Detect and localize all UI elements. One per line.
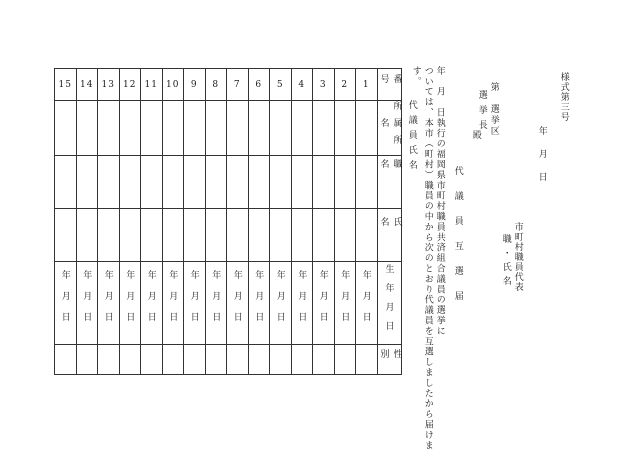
affiliation-cell: [205, 101, 227, 156]
name-cell: [313, 209, 335, 262]
birth-date-placeholder: 年月日: [231, 270, 242, 333]
job-cell: [119, 156, 141, 209]
job-cell: [98, 156, 120, 209]
sex-cell: [76, 345, 98, 375]
birth-date-cell: [184, 262, 206, 345]
record-number: 14: [76, 69, 98, 101]
job-cell: [270, 156, 292, 209]
birth-date-placeholder: 年月日: [124, 270, 135, 333]
birth-date-cell: [162, 262, 184, 345]
record-number: 4: [291, 69, 313, 101]
header-name-label: 氏名: [378, 217, 402, 250]
record-number: 7: [227, 69, 249, 101]
job-cell: [313, 156, 335, 209]
birth-date-cell: [334, 262, 356, 345]
representatives-table: [54, 68, 402, 375]
honorific: 殿: [470, 130, 481, 141]
header-job: [377, 156, 401, 209]
header-birth: [377, 262, 401, 345]
birth-date-cell: [119, 262, 141, 345]
header-birth-label: 生年月日: [383, 263, 394, 340]
birth-date-cell: [98, 262, 120, 345]
job-cell: [141, 156, 163, 209]
birth-date-cell: [227, 262, 249, 345]
header-sex: [377, 345, 401, 375]
field-row-number: [55, 69, 402, 101]
sex-cell: [270, 345, 292, 375]
sex-cell: [184, 345, 206, 375]
birth-date-placeholder: 年月日: [167, 270, 178, 333]
birth-date-cell: [76, 262, 98, 345]
record-number: 9: [184, 69, 206, 101]
name-cell: [227, 209, 249, 262]
sex-cell: [291, 345, 313, 375]
name-cell: [184, 209, 206, 262]
record-number: 1: [356, 69, 378, 101]
affiliation-cell: [291, 101, 313, 156]
affiliation-cell: [334, 101, 356, 156]
affiliation-cell: [270, 101, 292, 156]
name-cell: [205, 209, 227, 262]
sex-cell: [55, 345, 77, 375]
representatives-heading: 代議員氏名: [406, 100, 417, 175]
sex-cell: [334, 345, 356, 375]
job-cell: [356, 156, 378, 209]
name-cell: [248, 209, 270, 262]
name-cell: [162, 209, 184, 262]
field-row-job: [55, 156, 402, 209]
record-number: 10: [162, 69, 184, 101]
birth-date-cell: [205, 262, 227, 345]
record-number: 2: [334, 69, 356, 101]
document-title: 代議員互選届: [452, 166, 463, 316]
affiliation-cell: [248, 101, 270, 156]
sex-cell: [356, 345, 378, 375]
field-row-name: [55, 209, 402, 262]
body-line-2: ついては、本市（町村）職員の中から次のとおり代議員を互選しましたから届けま: [422, 66, 433, 451]
birth-date-placeholder: 年月日: [210, 270, 221, 333]
district-number: 第 選挙区: [488, 82, 499, 137]
record-number: 5: [270, 69, 292, 101]
job-cell: [205, 156, 227, 209]
affiliation-cell: [227, 101, 249, 156]
field-row-affiliation: [55, 101, 402, 156]
field-row-birth: [55, 262, 402, 345]
name-cell: [356, 209, 378, 262]
sex-cell: [98, 345, 120, 375]
record-number: 11: [141, 69, 163, 101]
birth-date-cell: [55, 262, 77, 345]
sex-cell: [119, 345, 141, 375]
affiliation-cell: [119, 101, 141, 156]
birth-date-cell: [313, 262, 335, 345]
header-affiliation-label: 所属所名: [378, 101, 402, 152]
birth-date-cell: [356, 262, 378, 345]
job-cell: [227, 156, 249, 209]
representative-name: 職・氏名: [500, 234, 511, 290]
record-number: 12: [119, 69, 141, 101]
job-cell: [76, 156, 98, 209]
field-row-sex: [55, 345, 402, 375]
header-name: [377, 209, 401, 262]
header-number: [377, 69, 401, 101]
affiliation-cell: [184, 101, 206, 156]
body-line-3: す。: [410, 66, 421, 87]
birth-date-placeholder: 年月日: [317, 270, 328, 333]
header-job-label: 職名: [378, 159, 402, 202]
record-number: 15: [55, 69, 77, 101]
birth-date-cell: [141, 262, 163, 345]
name-cell: [119, 209, 141, 262]
name-cell: [270, 209, 292, 262]
job-cell: [291, 156, 313, 209]
record-number: 3: [313, 69, 335, 101]
birth-date-placeholder: 年月日: [296, 270, 307, 333]
name-cell: [76, 209, 98, 262]
birth-date-placeholder: 年月日: [274, 270, 285, 333]
birth-date-placeholder: 年月日: [145, 270, 156, 333]
birth-date-placeholder: 年月日: [360, 270, 371, 333]
sex-cell: [162, 345, 184, 375]
record-number: 13: [98, 69, 120, 101]
district-chief: 選挙長: [476, 90, 487, 135]
affiliation-cell: [313, 101, 335, 156]
birth-date-placeholder: 年月日: [188, 270, 199, 333]
record-number: 6: [248, 69, 270, 101]
job-cell: [334, 156, 356, 209]
representative-org: 市町村職員代表: [512, 222, 523, 292]
header-affiliation: [377, 101, 401, 156]
name-cell: [98, 209, 120, 262]
birth-date-placeholder: 年月日: [81, 270, 92, 333]
header-sex-label: 性別: [378, 348, 402, 368]
job-cell: [55, 156, 77, 209]
affiliation-cell: [141, 101, 163, 156]
birth-date-cell: [248, 262, 270, 345]
affiliation-cell: [76, 101, 98, 156]
body-line-1: 年 月 日執行の福岡県市町村職員共済組合議員の選挙に: [434, 66, 445, 337]
sex-cell: [205, 345, 227, 375]
sex-cell: [248, 345, 270, 375]
birth-date-placeholder: 年月日: [253, 270, 264, 333]
birth-date-placeholder: 年月日: [339, 270, 350, 333]
birth-date-placeholder: 年月日: [102, 270, 113, 333]
sex-cell: [141, 345, 163, 375]
affiliation-cell: [55, 101, 77, 156]
name-cell: [291, 209, 313, 262]
affiliation-cell: [356, 101, 378, 156]
name-cell: [334, 209, 356, 262]
sex-cell: [313, 345, 335, 375]
submission-date: 年月日: [536, 126, 547, 195]
header-number-label: 番号: [378, 73, 402, 93]
affiliation-cell: [162, 101, 184, 156]
affiliation-cell: [98, 101, 120, 156]
job-cell: [162, 156, 184, 209]
name-cell: [141, 209, 163, 262]
birth-date-cell: [270, 262, 292, 345]
job-cell: [184, 156, 206, 209]
job-cell: [248, 156, 270, 209]
birth-date-placeholder: 年月日: [59, 270, 70, 333]
name-cell: [55, 209, 77, 262]
birth-date-cell: [291, 262, 313, 345]
form-number: 様式第三号: [558, 72, 569, 122]
record-number: 8: [205, 69, 227, 101]
sex-cell: [227, 345, 249, 375]
